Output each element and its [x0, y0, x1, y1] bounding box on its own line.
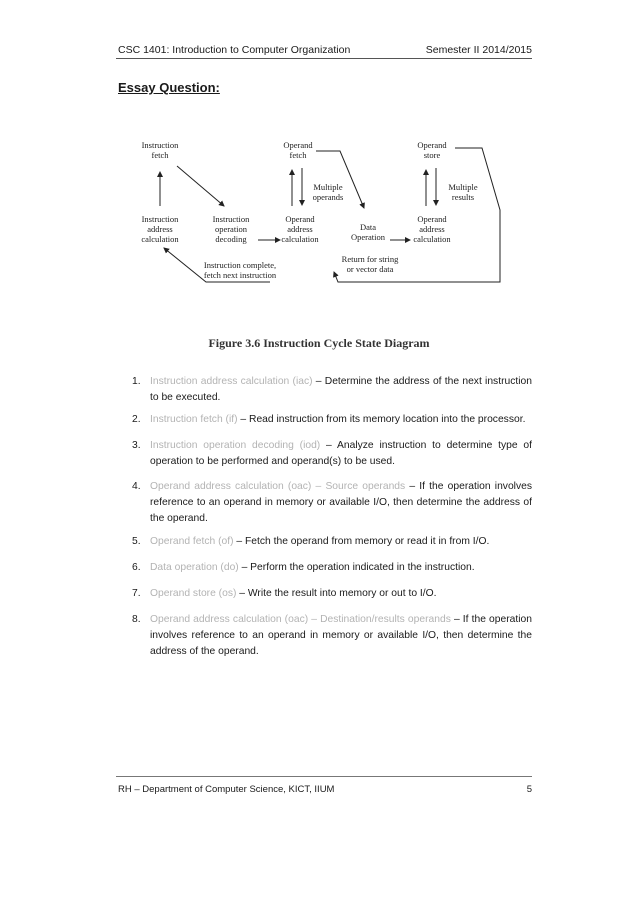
label-multiple-results: [448, 182, 478, 202]
page-number: 5: [526, 784, 532, 795]
node-operand-store: [417, 140, 447, 160]
list-number: 3.: [132, 440, 141, 451]
node-text-line: address: [419, 224, 445, 234]
node-text-line: address: [287, 224, 313, 234]
list-item: [132, 560, 532, 576]
node-text: Operand: [283, 140, 313, 150]
list-desc: – Fetch the operand from memory or read it in from I/O.: [233, 536, 490, 547]
list-term: Data operation (do): [150, 562, 239, 573]
header-course: CSC 1401: Introduction to Computer Organization: [118, 44, 351, 56]
list-number: 1.: [132, 376, 141, 387]
node-text-line: calculation: [413, 234, 451, 244]
node-iac: [141, 214, 179, 244]
node-text-line: decoding: [215, 234, 247, 244]
list-item: [132, 374, 532, 406]
node-text: Operand: [417, 140, 447, 150]
label-multiple-operands: [313, 182, 344, 202]
node-text: Data: [359, 222, 377, 232]
node-text: Operand: [285, 214, 315, 224]
section-title: Essay Question:: [118, 80, 220, 95]
list-item: [132, 412, 532, 428]
list-number: 7.: [132, 588, 141, 599]
list-number: 6.: [132, 562, 141, 573]
footer-divider: [116, 776, 532, 777]
list-term: Instruction operation decoding (iod): [150, 440, 321, 451]
list-desc: – Determine the address of the next instruction to be executed.: [150, 376, 532, 403]
header-semester: Semester II 2014/2015: [425, 44, 532, 56]
node-text-line: calculation: [281, 234, 319, 244]
node-text-line: fetch next instruction: [203, 270, 277, 280]
node-text-line: results: [451, 192, 475, 202]
node-text-line: operation: [214, 224, 248, 234]
node-text-line: calculation: [141, 234, 179, 244]
label-text: Return for string: [341, 254, 399, 264]
node-text-line: Operation: [351, 232, 385, 242]
list-number: 2.: [132, 414, 141, 425]
label-instruction-complete: [204, 260, 277, 280]
node-text-line: or vector data: [346, 264, 394, 274]
footer-department: RH – Department of Computer Science, KICT, IIUM: [118, 784, 335, 795]
list-desc: – If the operation involves reference to an operand in memory or available I/O, then determine the address of the operand.: [150, 481, 532, 524]
node-operand-fetch: [283, 140, 313, 160]
list-number: 8.: [132, 614, 141, 625]
list-term: Instruction address calculation (iac): [150, 376, 313, 387]
list-term: Operand address calculation (oac) – Source operands: [150, 481, 406, 492]
list-number: 4.: [132, 481, 141, 492]
list-item: [132, 612, 532, 660]
list-desc: – Read instruction from its memory location into the processor.: [237, 414, 526, 425]
list-desc: – Analyze instruction to determine type of operation to be performed and operand(s) to be used.: [150, 440, 533, 467]
node-text: Instruction: [141, 214, 179, 224]
node-text-line: store: [423, 150, 441, 160]
list-desc: – If the operation involves reference to an operand in memory or available I/O, then determine the address of the operand.: [150, 614, 532, 657]
label-return-string: [342, 254, 399, 274]
arrow-if-to-iod: [177, 166, 224, 206]
list-term: Operand store (os): [150, 588, 237, 599]
list-term: Operand address calculation (oac) – Destination/results operands: [150, 614, 451, 625]
node-instruction-fetch: [142, 140, 180, 160]
node-oac-dest: [413, 214, 451, 244]
list-number: 5.: [132, 536, 141, 547]
node-iod: [213, 214, 251, 244]
node-text-line: fetch: [151, 150, 169, 160]
node-text: Operand: [417, 214, 447, 224]
node-text: Instruction: [141, 140, 179, 150]
list-term: Operand fetch (of): [150, 536, 234, 547]
list-term: Instruction fetch (if): [150, 414, 238, 425]
label-text: Multiple: [313, 182, 343, 192]
list-item: [132, 534, 532, 550]
node-text-line: fetch: [289, 150, 307, 160]
figure-caption: Figure 3.6 Instruction Cycle State Diagram: [208, 336, 430, 350]
node-text-line: address: [147, 224, 173, 234]
label-text: Instruction complete,: [203, 260, 277, 270]
node-oac-source: [281, 214, 319, 244]
list-desc: – Perform the operation indicated in the instruction.: [238, 562, 475, 573]
list-item: [132, 586, 532, 602]
label-text: Multiple: [448, 182, 478, 192]
list-item: [132, 479, 532, 527]
node-data-operation: [351, 222, 386, 242]
node-text: Instruction: [212, 214, 250, 224]
list-item: [132, 438, 532, 470]
node-text-line: operands: [312, 192, 344, 202]
list-desc: – Write the result into memory or out to I/O.: [236, 588, 437, 599]
